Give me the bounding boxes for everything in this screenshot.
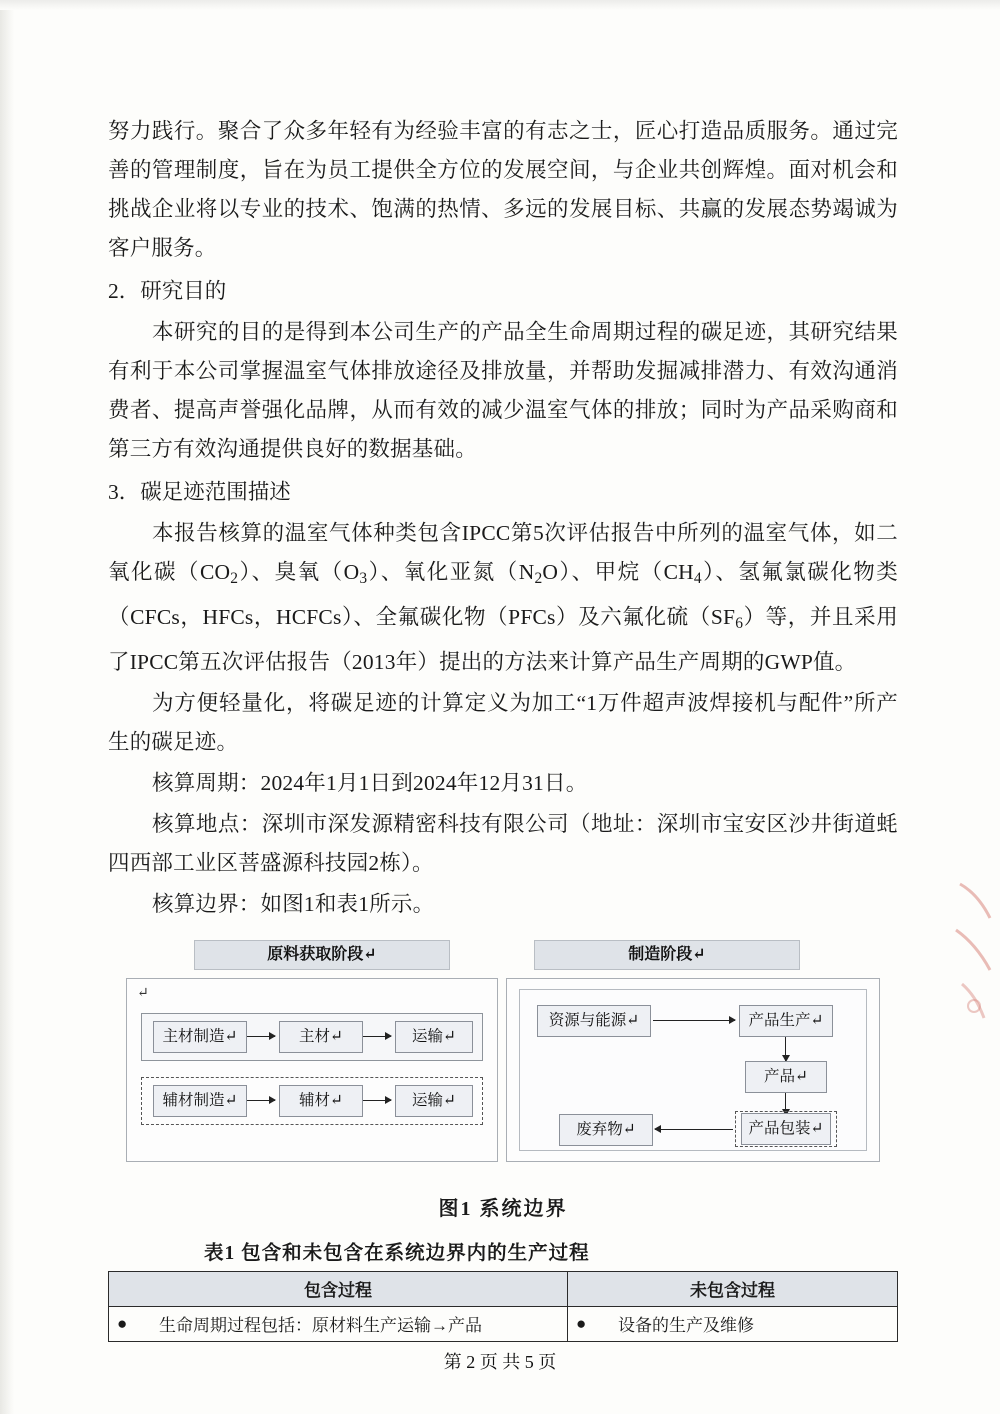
paragraph-functional-unit: 为方便轻量化，将碳足迹的计算定义为加工“1万件超声波焊接机与配件”所产生的碳足迹。 — [108, 690, 898, 754]
stage-label-raw-material: 原料获取阶段↵ — [194, 940, 450, 970]
ghg-sub-n2o: 2 — [534, 569, 543, 587]
table-header-excluded: 未包含过程 — [568, 1271, 898, 1306]
node-product-production: 产品生产↵ — [739, 1005, 833, 1037]
table-header-row — [109, 1271, 898, 1306]
arrow-aux-2 — [363, 1100, 391, 1101]
node-waste: 废弃物↵ — [559, 1114, 653, 1146]
ghg-sub-o3: 3 — [359, 569, 368, 587]
node-product: 产品↵ — [745, 1061, 827, 1093]
ghg-sub-co2: 2 — [230, 569, 239, 587]
panel-left-mark: ↵ — [137, 985, 149, 1001]
page-footer: 第 2 页 共 5 页 — [443, 1352, 557, 1372]
ghg-text-g: O）、甲烷（CH — [542, 560, 694, 584]
node-main-material: 主材↵ — [279, 1021, 363, 1053]
arrow-packaging-to-waste — [655, 1129, 733, 1130]
ghg-text-k: ）等，并且采用了IPCC第五次评估报告（2013年）提出的方法来计算产品生产周期的GWP值。 — [108, 604, 898, 674]
system-boundary-figure — [108, 940, 898, 1176]
scan-edge-top — [0, 0, 1000, 10]
arrow-resource-to-production — [653, 1020, 735, 1021]
ghg-text-i: ）、氢氟氯碳化物类（CFCs，HFCs，HCFCs）、全氟碳化物（PFCs）及六氟化硫（SF — [108, 560, 898, 629]
ghg-sub-ch4: 4 — [693, 569, 702, 587]
node-aux-material: 辅材↵ — [279, 1085, 363, 1117]
arrow-production-to-product — [785, 1037, 786, 1061]
node-resource-energy: 资源与能源↵ — [537, 1005, 651, 1037]
document-body — [108, 112, 898, 1342]
paragraph-accounting-location: 核算地点：深圳市深发源精密科技有限公司（地址：深圳市宝安区沙井街道蚝四西部工业区菩盛源科技园2栋）。 — [108, 811, 898, 875]
node-aux-material-manufacturing: 辅材制造↵ — [153, 1085, 247, 1117]
table-row — [109, 1306, 898, 1341]
scan-edge-left — [0, 0, 14, 1414]
figure-panel-raw-material — [126, 978, 498, 1162]
bullet-excluded: ● — [568, 1306, 611, 1341]
arrow-main-2 — [363, 1036, 391, 1037]
cell-included-process: 生命周期过程包括：原材料生产运输→产品 — [151, 1306, 568, 1341]
cell-excluded-process: 设备的生产及维修 — [610, 1306, 898, 1341]
process-table — [108, 1271, 898, 1342]
ghg-text-a: 本报告核算的温室气体种类包含IPCC第5次评估报告中所列的温室气体，如二氧化碳（CO — [108, 521, 898, 584]
node-aux-transport: 运输↵ — [395, 1085, 473, 1117]
figure-caption: 图1 系统边界 — [438, 1197, 568, 1220]
stage-label-manufacturing: 制造阶段↵ — [534, 940, 800, 970]
figure-panel-manufacturing — [506, 978, 880, 1162]
paragraph-ghg-list — [108, 514, 898, 682]
node-main-transport: 运输↵ — [395, 1021, 473, 1053]
ghg-text-c: ）、臭氧（O — [238, 560, 360, 584]
arrow-aux-1 — [247, 1100, 275, 1101]
heading-section-2: 2．研究目的 — [108, 279, 227, 303]
red-seal-artifact — [954, 880, 994, 1040]
paragraph-accounting-boundary: 核算边界：如图1和表1所示。 — [152, 891, 435, 916]
paragraph-section-2-body: 本研究的目的是得到本公司生产的产品全生命周期过程的碳足迹，其研究结果有利于本公司掌握温室气体排放途径及排放量，并帮助发掘减排潜力、有效沟通消费者、提高声誉强化品牌，从而有效的减少温室气体的排放；同时为产品采购商和第三方有效沟通提供良好的数据基础。 — [108, 320, 898, 461]
bullet-included: ● — [109, 1306, 152, 1341]
table-caption: 表1 包含和未包含在系统边界内的生产过程 — [204, 1242, 590, 1264]
node-product-packaging: 产品包装↵ — [741, 1113, 831, 1145]
paragraph-intro: 努力践行。聚合了众多年轻有为经验丰富的有志之士，匠心打造品质服务。通过完善的管理制度，旨在为员工提供全方位的发展空间，与企业共创辉煌。面对机会和挑战企业将以专业的技术、饱满的热情、多远的发展目标、共赢的发展态势竭诚为客户服务。 — [108, 119, 898, 260]
heading-section-3: 3．碳足迹范围描述 — [108, 480, 291, 504]
ghg-sub-sf6: 6 — [735, 614, 744, 632]
node-main-material-manufacturing: 主材制造↵ — [153, 1021, 247, 1053]
paragraph-accounting-period: 核算周期：2024年1月1日到2024年12月31日。 — [152, 770, 588, 795]
table-header-included: 包含过程 — [109, 1271, 568, 1306]
arrow-main-1 — [247, 1036, 275, 1037]
ghg-text-e: ）、氧化亚氮（N — [367, 560, 535, 584]
